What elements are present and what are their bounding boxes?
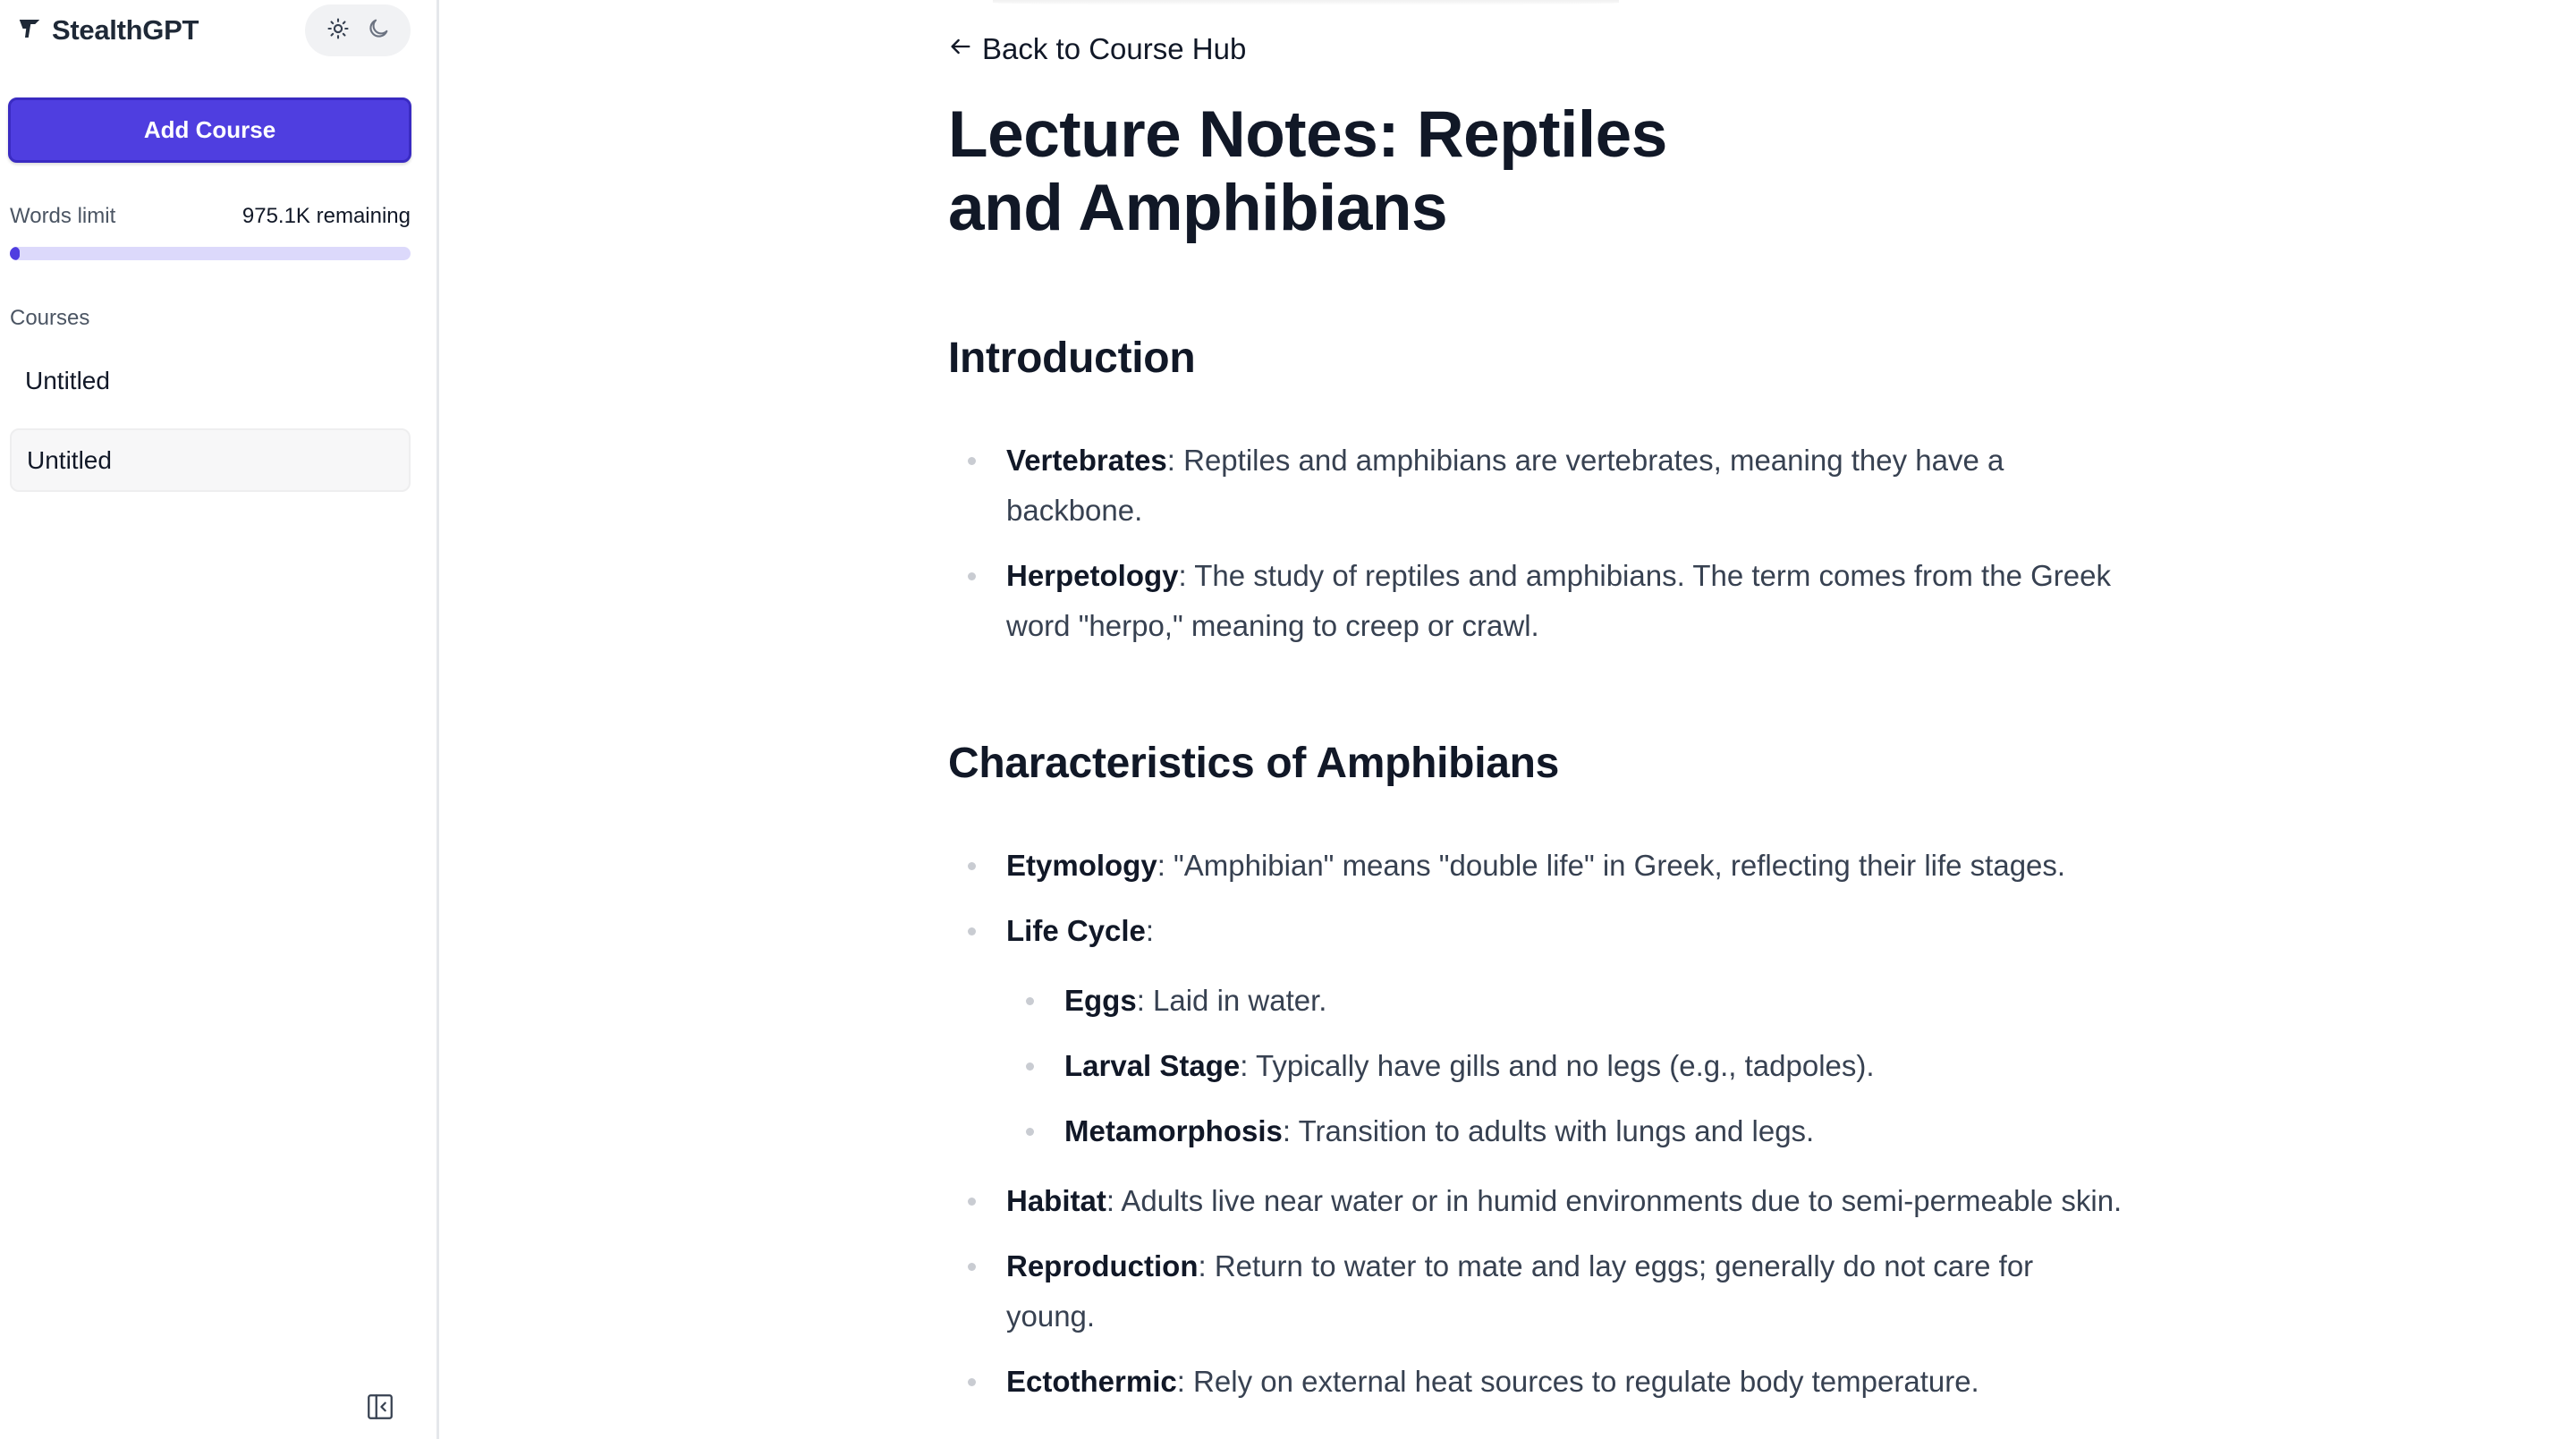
stealthgpt-logo-icon xyxy=(16,15,43,47)
list-item: Ectothermic: Rely on external heat sources to regulate body temperature. xyxy=(948,1357,2129,1407)
words-remaining: 975.1K remaining xyxy=(242,204,411,228)
back-link-label: Back to Course Hub xyxy=(982,32,1247,65)
words-progress-bar xyxy=(10,247,411,260)
sidebar xyxy=(0,0,439,1439)
list-item: Herpetology: The study of reptiles and amphibians. The term comes from the Greek word "herpo," meaning to creep or crawl. xyxy=(948,551,2129,651)
words-limit-row xyxy=(10,204,411,229)
notes-list xyxy=(948,841,2129,1407)
words-progress-fill xyxy=(10,247,20,260)
list-item: Vertebrates: Reptiles and amphibians are vertebrates, meaning they have a backbone. xyxy=(948,436,2129,536)
course-item-active[interactable] xyxy=(10,428,411,492)
brand[interactable] xyxy=(16,13,199,48)
sub-list-item: Larval Stage: Typically have gills and no legs (e.g., tadpoles). xyxy=(1006,1041,2129,1091)
section-heading: Characteristics of Amphibians xyxy=(948,740,1560,787)
back-to-course-hub-link[interactable] xyxy=(948,32,1246,66)
notes-list xyxy=(948,436,2129,651)
list-item: Life Cycle: Eggs: Laid in water. Larval Stage: Typically have gills and no legs (e.g., tadpoles). Metamorphosis: Transition to adults with lungs and legs. xyxy=(948,906,2129,1156)
sidebar-collapse-icon xyxy=(365,1392,395,1426)
brand-name: StealthGPT xyxy=(52,14,199,46)
page-title: Lecture Notes: Reptiles and Amphibians xyxy=(948,98,1667,244)
list-item: Reproduction: Return to water to mate and lay eggs; generally do not care for young. xyxy=(948,1241,2129,1342)
course-title: Untitled xyxy=(27,445,112,474)
arrow-left-icon xyxy=(948,32,973,66)
add-course-button[interactable]: Add Course xyxy=(8,97,411,163)
sub-list-item: Eggs: Laid in water. xyxy=(1006,976,2129,1026)
sun-icon[interactable] xyxy=(326,16,351,46)
course-item[interactable] xyxy=(10,349,411,412)
top-shadow xyxy=(993,0,1619,5)
list-item: Habitat: Adults live near water or in humid environments due to semi-permeable skin. xyxy=(948,1176,2129,1226)
sub-list-item: Metamorphosis: Transition to adults with lungs and legs. xyxy=(1006,1106,2129,1156)
courses-label: Courses xyxy=(10,306,90,330)
section-heading: Introduction xyxy=(948,334,1196,382)
course-title: Untitled xyxy=(25,366,110,394)
theme-toggle[interactable] xyxy=(305,4,411,56)
sidebar-collapse-button[interactable] xyxy=(364,1392,396,1425)
moon-icon[interactable] xyxy=(366,16,391,46)
sub-list xyxy=(1006,976,2129,1156)
list-item: Etymology: "Amphibian" means "double life" in Greek, reflecting their life stages. xyxy=(948,841,2129,891)
words-limit-label: Words limit xyxy=(10,204,116,228)
